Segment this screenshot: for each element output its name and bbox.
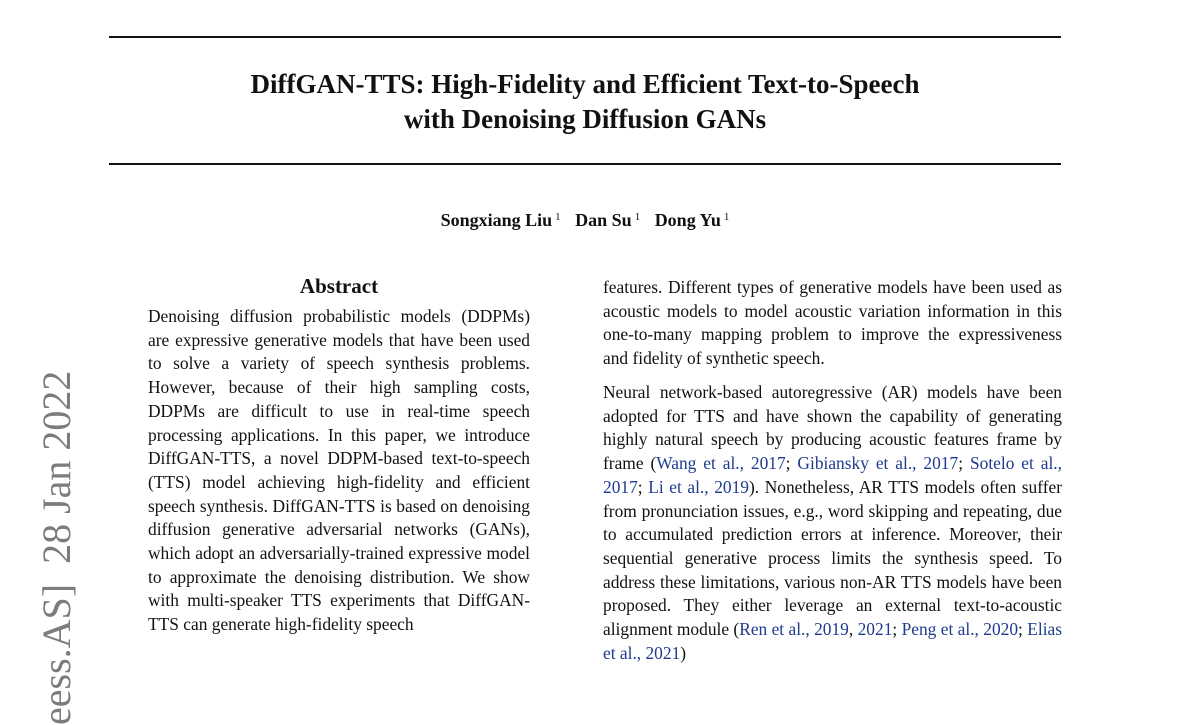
separator: ; xyxy=(785,453,798,474)
arxiv-stamp: eess.AS] 28 Jan 2022 xyxy=(34,370,79,725)
citation-link[interactable]: Ren et al., 2019 xyxy=(739,619,849,640)
separator: ; xyxy=(1018,619,1028,640)
citation-link[interactable]: 2021 xyxy=(857,619,893,640)
citation-link[interactable]: Gibiansky et al., 2017 xyxy=(797,453,959,474)
body-text: ) xyxy=(680,642,687,663)
separator: ; xyxy=(637,476,649,497)
intro-paragraph-2 xyxy=(603,381,1062,665)
abstract-heading: Abstract xyxy=(299,274,379,298)
author-list xyxy=(109,208,1061,232)
title-rule-top xyxy=(109,36,1061,38)
author-name: Songxiang Liu xyxy=(440,210,553,230)
body-text: ). Nonetheless, AR TTS models often suffer from pronunciation issues, e.g., word skipping and repeating, due to accumulated prediction errors at inference. Moreover, their sequential generative process limits the synthesis speed. To address these limitations, various non-AR TTS models have been proposed. They either leverage an external text-to-acoustic alignment module ( xyxy=(603,476,1062,640)
paper-title xyxy=(109,67,1061,137)
title-line-2: with Denoising Diffusion GANs xyxy=(403,104,767,134)
body-text: Neural network-based autoregressive (AR) models have been adopted for TTS and have shown the capability of generating highly natural speech by producing acoustic features frame by frame ( xyxy=(603,382,1062,474)
citation-link[interactable]: Peng et al., 2020 xyxy=(901,619,1019,640)
author xyxy=(441,210,561,230)
author-affiliation: 1 xyxy=(555,211,561,223)
abstract-body: Denoising diffusion probabilistic models (DDPMs) are expressive generative models that have been used to solve a variety of speech synthesis problems. However, because of their high sampling costs, DDPMs are difficult to use in real-time speech processing applications. In this paper, we introduce DiffGAN-TTS, a novel DDPM-based text-to-speech (TTS) model achieving high-fidelity and efficient speech synthesis. DiffGAN-TTS is based on denoising diffusion generative adversarial networks (GANs), which adopt an adversarially-trained expressive model to approximate the denoising distribution. We show with multi-speaker TTS experiments that DiffGAN-TTS can generate high-fidelity speech xyxy=(148,306,530,635)
separator: , xyxy=(848,619,858,640)
author-name: Dong Yu xyxy=(654,210,721,230)
separator: ; xyxy=(958,453,970,474)
author-affiliation: 1 xyxy=(634,211,641,223)
citation-link[interactable]: Li et al., 2019 xyxy=(648,476,749,497)
author-affiliation: 1 xyxy=(723,211,730,223)
citation-link[interactable]: Sotelo et al., 2017 xyxy=(603,453,1063,497)
citation-link[interactable]: Elias et al., 2021 xyxy=(603,619,1063,663)
author xyxy=(655,210,730,230)
author xyxy=(575,210,640,230)
title-line-1: DiffGAN-TTS: High-Fidelity and Efficient Text-to-Speech xyxy=(250,69,920,99)
author-name: Dan Su xyxy=(575,210,632,230)
citation-link[interactable]: Wang et al., 2017 xyxy=(656,453,786,474)
title-rule-bottom xyxy=(109,163,1061,165)
intro-paragraph-1: features. Different types of generative models have been used as acoustic models to model acoustic variation information in this one-to-many mapping problem to improve the expressiveness and fidelity of synthetic speech. xyxy=(603,277,1062,369)
separator: ; xyxy=(892,619,902,640)
